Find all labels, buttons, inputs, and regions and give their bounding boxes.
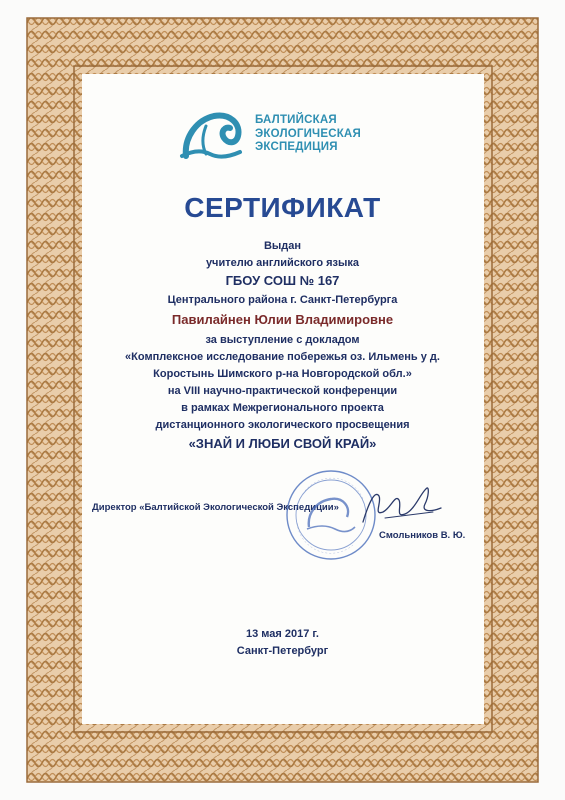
recipient-role: учителю английского языка xyxy=(205,257,360,269)
issued-label: Выдан xyxy=(263,240,302,252)
reason: за выступление с докладом xyxy=(205,334,360,346)
report-title-line-2: Коростынь Шимского р-на Новгородской обл.» xyxy=(153,368,412,380)
project-line-1: в рамках Межрегионального проекта xyxy=(181,402,384,414)
conference: на VIII научно-практической конференции xyxy=(167,385,398,397)
certificate-content-area xyxy=(82,74,484,724)
school-name: ГБОУ СОШ № 167 xyxy=(225,273,340,288)
report-title-line-1: «Комплексное исследование побережья оз. Ильмень у д. xyxy=(125,351,440,363)
certificate-title: СЕРТИФИКАТ xyxy=(184,192,381,223)
handwritten-signature xyxy=(355,482,455,532)
logo-line-2: ЭКОЛОГИЧЕСКАЯ xyxy=(255,127,361,140)
logo-wordmark xyxy=(255,114,455,155)
signer-name: Смольников В. Ю. xyxy=(379,530,466,541)
logo-line-3: ЭКСПЕДИЦИЯ xyxy=(255,141,338,153)
issue-city: Санкт-Петербург xyxy=(236,645,329,657)
logo-line-1: БАЛТИЙСКАЯ xyxy=(255,114,337,126)
dome-wave-logo-icon xyxy=(178,108,248,164)
project-slogan: «ЗНАЙ И ЛЮБИ СВОЙ КРАЙ» xyxy=(188,436,377,451)
project-line-2: дистанционного экологического просвещения xyxy=(155,419,410,431)
issue-date: 13 мая 2017 г. xyxy=(246,628,319,640)
recipient-name: Павилайнен Юлии Владимировне xyxy=(171,312,394,327)
district: Центрального района г. Санкт-Петербурга xyxy=(167,294,398,306)
director-title: Директор «Балтийской Экологической Экспедиции» xyxy=(92,502,339,513)
